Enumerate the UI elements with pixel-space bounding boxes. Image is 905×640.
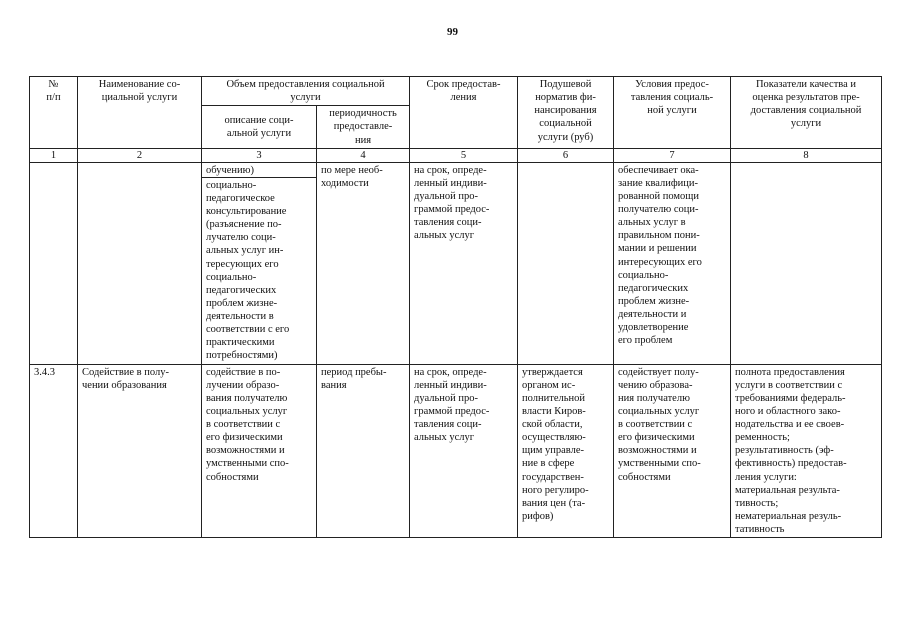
text-line: социально- bbox=[206, 271, 257, 283]
text-line: услуги в соответствии с bbox=[735, 379, 843, 391]
text-line: педагогических bbox=[206, 284, 277, 296]
header-conditions bbox=[614, 77, 731, 149]
text-line: Наименование со- bbox=[98, 79, 181, 90]
text-line: обеспечивает ока- bbox=[618, 164, 699, 176]
text-line: нематериальная резуль- bbox=[735, 510, 842, 522]
text-line: ния получателю bbox=[618, 392, 690, 404]
text-line: период пребы- bbox=[321, 366, 387, 378]
text-line: в соответствии с bbox=[206, 419, 281, 430]
text-line: ленный индиви- bbox=[414, 177, 487, 189]
text-line: содействует полу- bbox=[618, 366, 699, 378]
column-number: 3 bbox=[202, 148, 317, 162]
text-line: социально- bbox=[618, 269, 669, 281]
text-line: ления услуги: bbox=[735, 471, 797, 483]
text-line: возможностями и bbox=[618, 445, 697, 457]
column-number-row bbox=[30, 148, 882, 162]
header-funding-norm bbox=[518, 77, 614, 149]
text-line: соответствии с его bbox=[206, 324, 290, 336]
cell-funding-norm bbox=[518, 162, 614, 364]
text-line: периодичность bbox=[329, 108, 397, 120]
text-line: ления bbox=[450, 92, 477, 104]
text-line: деятельности в bbox=[206, 311, 274, 322]
text-line: умственными спо- bbox=[618, 458, 701, 470]
text-line: ного и областного зако- bbox=[735, 405, 841, 417]
text-line: дуальной про- bbox=[414, 190, 478, 202]
text-line: альной услуги bbox=[226, 128, 292, 140]
cell-quality bbox=[731, 364, 882, 538]
text-line: ние в сфере bbox=[522, 458, 575, 470]
text-line: щим управле- bbox=[522, 445, 584, 457]
text-line: п/п bbox=[46, 92, 61, 104]
header-service-volume bbox=[202, 77, 410, 106]
header-term bbox=[410, 77, 518, 149]
text-line: тавления соци- bbox=[414, 217, 482, 229]
header-description bbox=[202, 106, 317, 148]
cell-number bbox=[30, 162, 78, 364]
cell-funding-norm bbox=[518, 364, 614, 538]
social-services-table bbox=[29, 76, 882, 538]
cell-quality bbox=[731, 162, 882, 364]
text-line: тативность bbox=[735, 524, 785, 535]
cell-term bbox=[410, 364, 518, 538]
text-line: ременность; bbox=[735, 432, 790, 444]
text-line: ходимости bbox=[321, 177, 369, 189]
text-line: проблем жизне- bbox=[206, 297, 278, 309]
text-line: описание соци- bbox=[224, 115, 294, 127]
cell-description-continued: обучению) bbox=[202, 162, 317, 177]
text-line: по мере необ- bbox=[321, 164, 383, 176]
column-number: 7 bbox=[614, 148, 731, 162]
text-line: вания bbox=[321, 379, 347, 391]
text-line: чению образова- bbox=[618, 379, 693, 391]
text-line: Содействие в полу- bbox=[82, 366, 169, 378]
text-line: вания получателю bbox=[206, 392, 288, 404]
page-number: 99 bbox=[447, 26, 458, 38]
text-line: тавления соци- bbox=[414, 419, 482, 430]
text-line: собностями bbox=[618, 471, 671, 483]
cell-term bbox=[410, 162, 518, 364]
text-line: рованной помощи bbox=[618, 190, 699, 202]
cell-conditions bbox=[614, 162, 731, 364]
column-number: 6 bbox=[518, 148, 614, 162]
text-line: потребностями) bbox=[206, 350, 278, 362]
text-line: мании и решении bbox=[618, 243, 697, 255]
text-line: норматив фи- bbox=[535, 92, 596, 104]
text-line: ния bbox=[354, 134, 372, 146]
header-row-1 bbox=[30, 77, 882, 106]
text-line: полнота предоставления bbox=[735, 366, 845, 378]
text-line: требованиями федераль- bbox=[735, 392, 846, 404]
header-service-name bbox=[78, 77, 202, 149]
text-line: его физическими bbox=[618, 432, 695, 444]
text-line: № bbox=[48, 79, 59, 90]
text-line: содействие в по- bbox=[206, 366, 281, 378]
text-line: фективность) предостав- bbox=[735, 458, 847, 470]
column-number: 1 bbox=[30, 148, 78, 162]
header-number bbox=[30, 77, 78, 149]
cell-description bbox=[202, 364, 317, 538]
text-line: Подушевой bbox=[539, 79, 592, 90]
text-line: циальной услуги bbox=[101, 92, 178, 104]
text-line: дуальной про- bbox=[414, 392, 478, 404]
text-line: зание квалифици- bbox=[618, 177, 699, 189]
text-line: его физическими bbox=[206, 432, 283, 444]
text-line: органом ис- bbox=[522, 379, 576, 391]
text-line: услуги bbox=[790, 118, 822, 130]
text-line: рифов) bbox=[522, 510, 554, 522]
text-line: практическими bbox=[206, 337, 275, 349]
text-line: государствен- bbox=[522, 471, 584, 483]
text-line: удовлетворение bbox=[618, 322, 689, 334]
cell-conditions bbox=[614, 364, 731, 538]
column-number: 8 bbox=[731, 148, 882, 162]
text-line: проблем жизне- bbox=[618, 295, 690, 307]
text-line: полнительной bbox=[522, 392, 585, 404]
header-quality-indicators bbox=[731, 77, 882, 149]
text-line: утверждается bbox=[522, 366, 583, 378]
text-line: лучателю соци- bbox=[206, 232, 276, 244]
text-line: власти Киров- bbox=[522, 405, 586, 417]
text-line: осуществляю- bbox=[522, 432, 586, 444]
text-line: ской области, bbox=[522, 419, 583, 430]
text-line: консультирование bbox=[206, 206, 287, 217]
text-line: граммой предос- bbox=[414, 204, 490, 215]
text-line: материальная результа- bbox=[735, 484, 840, 496]
text-line: доставления социальной bbox=[750, 105, 862, 117]
text-line: предоставле- bbox=[333, 121, 393, 133]
text-line: ленный индиви- bbox=[414, 379, 487, 391]
text-line: Объем предоставления социальной bbox=[226, 79, 385, 90]
text-line: в соответствии с bbox=[618, 419, 693, 430]
cell-description bbox=[202, 177, 317, 364]
text-line: на срок, опреде- bbox=[414, 164, 487, 176]
cell-number: 3.4.3 bbox=[30, 364, 78, 538]
continuation-row bbox=[30, 162, 882, 177]
text-line: альных услуг ин- bbox=[206, 245, 284, 257]
text-line: Условия предос- bbox=[635, 79, 709, 90]
text-line: правильном пони- bbox=[618, 230, 700, 242]
text-line: умственными спо- bbox=[206, 458, 289, 470]
text-line: лучении образо- bbox=[206, 379, 280, 391]
text-line: чении образования bbox=[82, 379, 167, 391]
text-line: нансирования bbox=[534, 105, 597, 117]
text-line: вания цен (та- bbox=[522, 497, 586, 509]
text-line: возможностями и bbox=[206, 445, 285, 457]
text-line: на срок, опреде- bbox=[414, 366, 487, 378]
column-number: 2 bbox=[78, 148, 202, 162]
column-number: 5 bbox=[410, 148, 518, 162]
text-line: получателю соци- bbox=[618, 204, 699, 215]
text-line: услуги bbox=[290, 92, 321, 104]
text-line: Срок предостав- bbox=[426, 79, 501, 90]
text-line: его проблем bbox=[618, 335, 673, 347]
cell-name bbox=[78, 162, 202, 364]
text-line: ной услуги bbox=[647, 105, 697, 117]
text-line: социально- bbox=[206, 179, 257, 191]
text-line: оценка результатов пре- bbox=[752, 92, 860, 104]
column-number: 4 bbox=[317, 148, 410, 162]
cell-periodicity bbox=[317, 162, 410, 364]
text-line: деятельности и bbox=[618, 309, 687, 320]
text-line: тивность; bbox=[735, 497, 779, 509]
text-line: (разъяснение по- bbox=[206, 219, 282, 231]
text-line: альных услуг bbox=[414, 230, 475, 242]
text-line: результативность (эф- bbox=[735, 445, 834, 457]
text-line: педагогических bbox=[618, 282, 689, 294]
text-line: ного регулиро- bbox=[522, 484, 589, 496]
text-line: альных услуг bbox=[414, 432, 475, 444]
header-periodicity bbox=[317, 106, 410, 148]
text-line: социальной bbox=[539, 118, 592, 130]
cell-periodicity bbox=[317, 364, 410, 538]
text-line: педагогическое bbox=[206, 192, 275, 204]
text-line: нодательства и ее своев- bbox=[735, 419, 845, 430]
text-line: альных услуг в bbox=[618, 217, 686, 229]
table-row-3-4-3 bbox=[30, 364, 882, 538]
text-line: интересующих его bbox=[618, 256, 702, 268]
text-line: социальных услуг bbox=[618, 405, 700, 417]
text-line: собностями bbox=[206, 471, 259, 483]
text-line: услуги (руб) bbox=[537, 131, 594, 143]
cell-name bbox=[78, 364, 202, 538]
text-line: тересующих его bbox=[206, 258, 279, 270]
text-line: Показатели качества и bbox=[755, 79, 857, 90]
text-line: социальных услуг bbox=[206, 405, 288, 417]
text-line: граммой предос- bbox=[414, 405, 490, 417]
text-line: тавления социаль- bbox=[630, 92, 714, 104]
